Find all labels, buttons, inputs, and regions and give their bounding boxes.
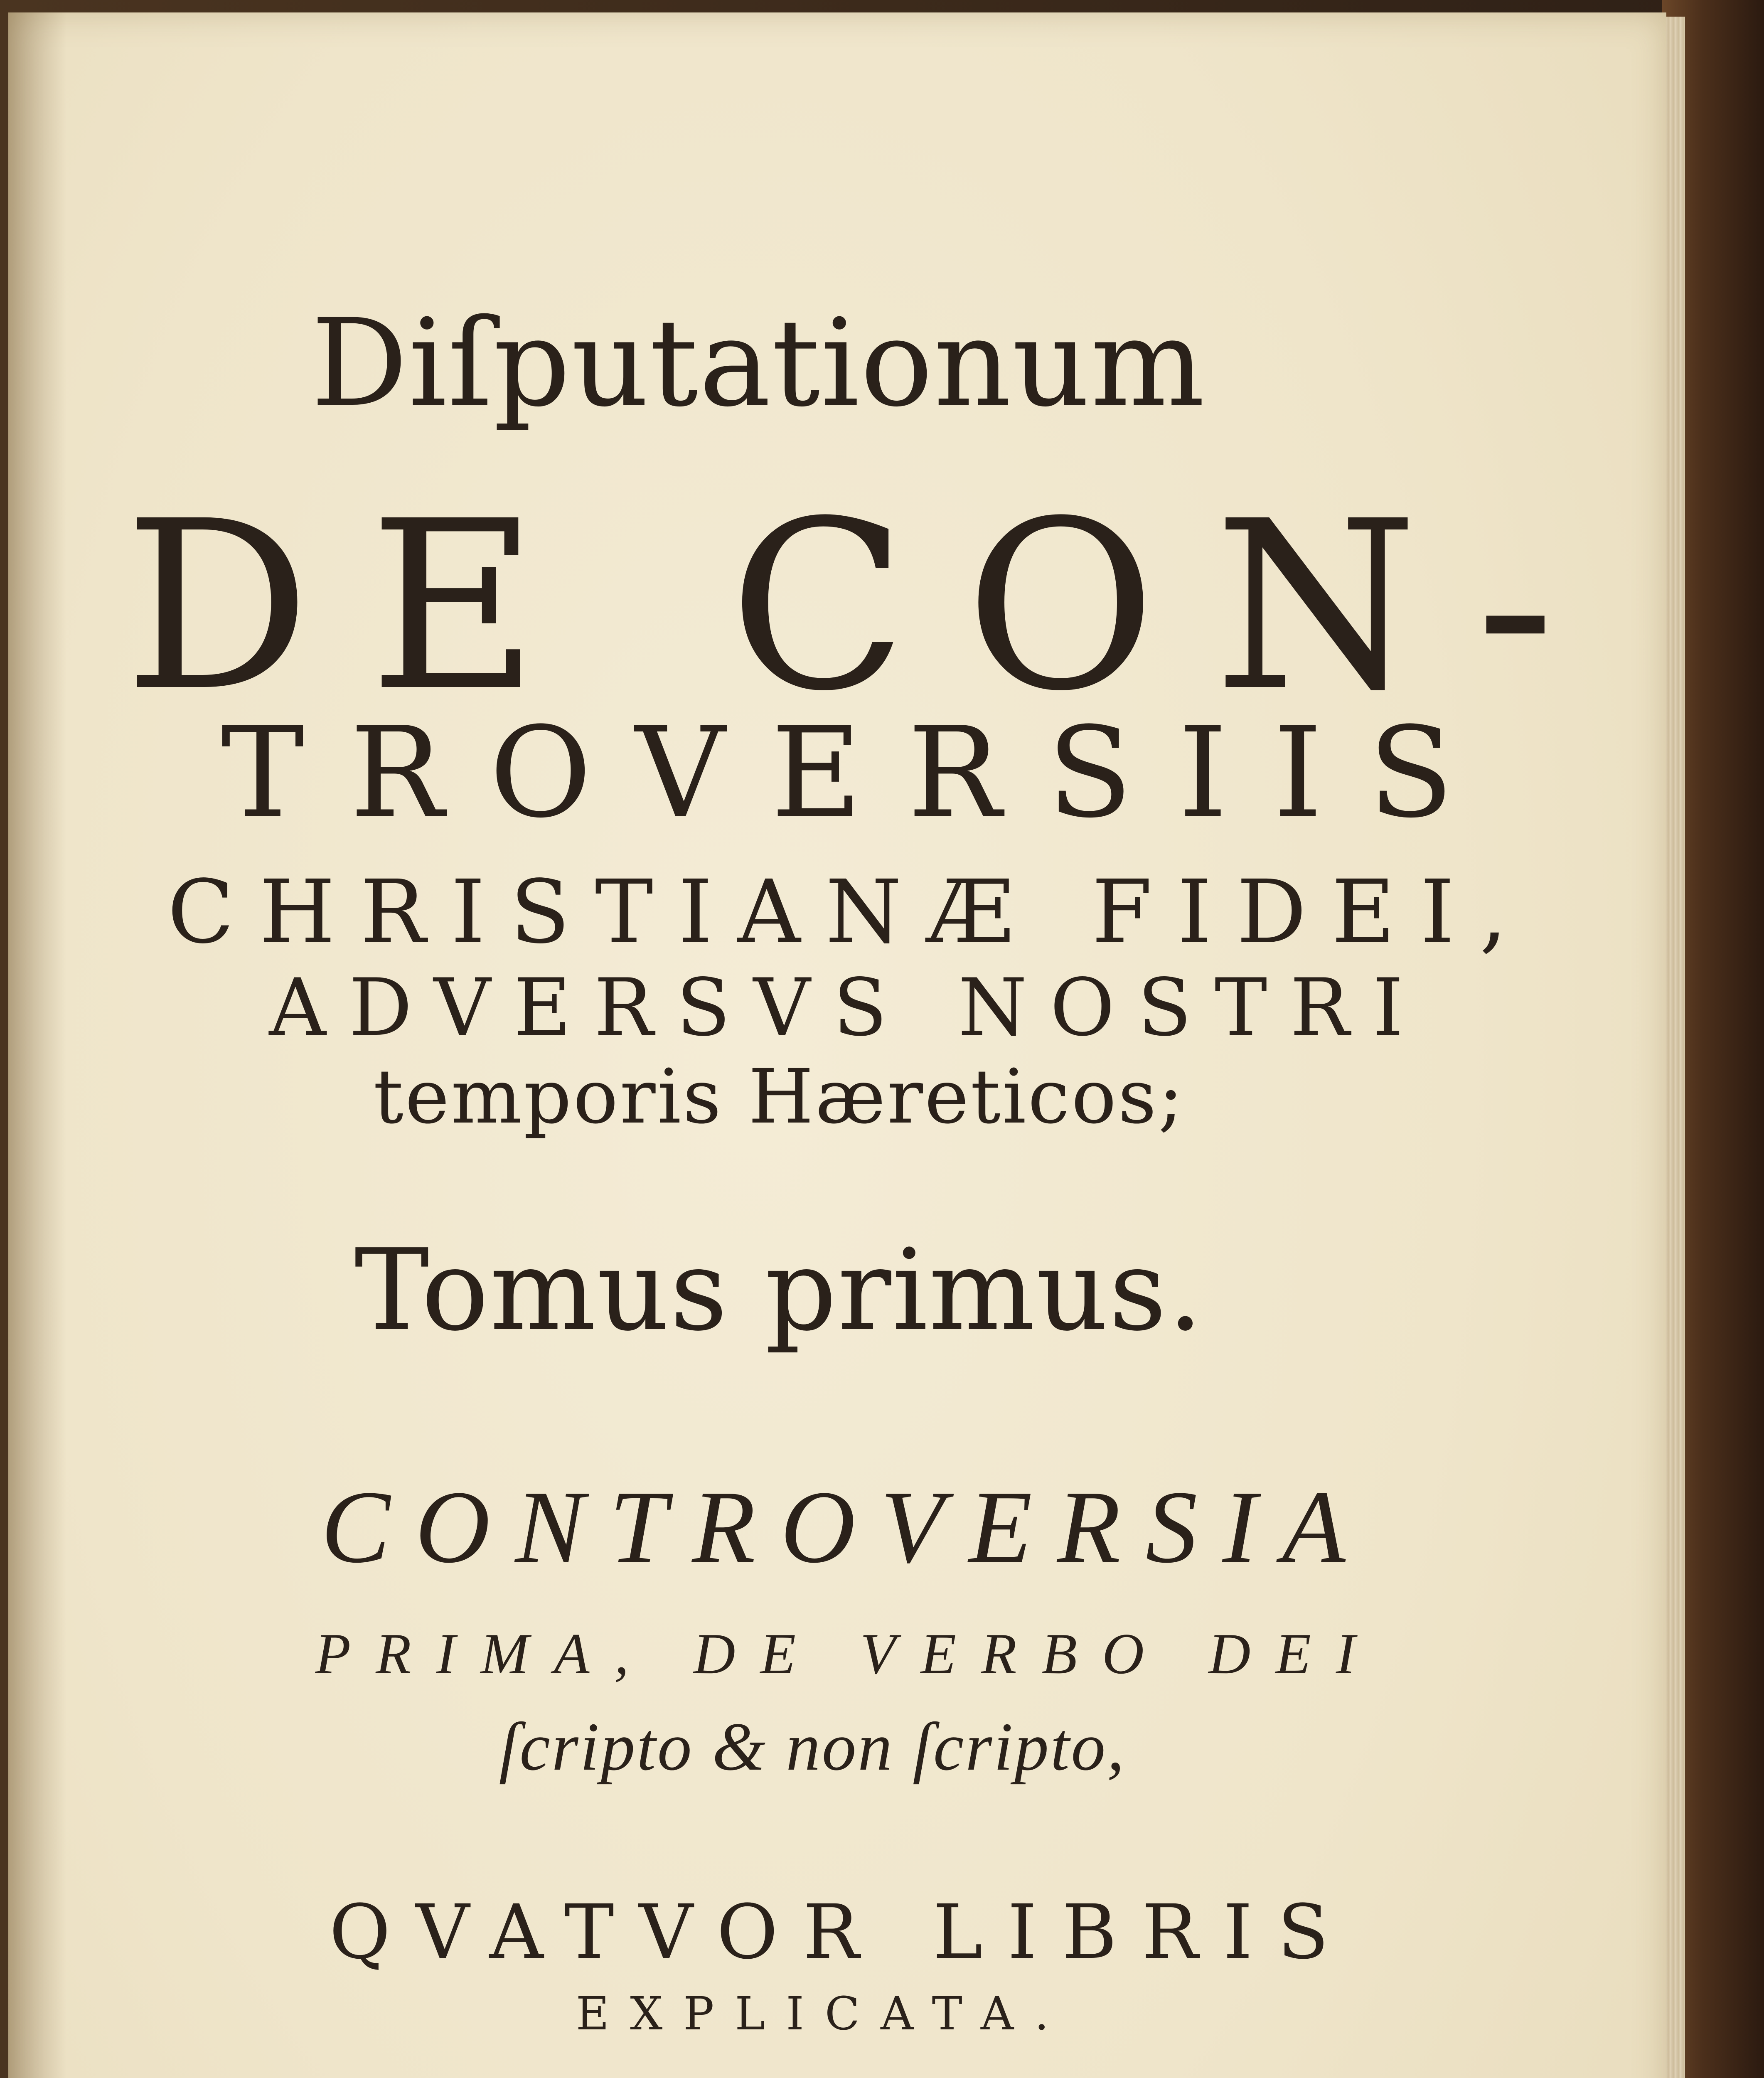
section-line-scripto-non-scripto: ſcripto & non ſcripto, [499,1709,1126,1785]
title-line-adversus-nostri: ADVERSVS NOSTRI [269,962,1427,1054]
section-heading-controversia: CONTROVERSIA [321,1470,1370,1585]
title-line-christianae-fidei: CHRISTIANÆ FIDEI, [167,861,1533,963]
books-line-quatuor-libris: QVATVOR LIBRIS [329,1889,1354,1976]
section-line-prima-de-verbo-dei: PRIMA, DE VERBO DEI [315,1622,1380,1686]
title-line-temporis-haereticos: temporis Hæreticos; [373,1054,1185,1140]
title-line-troversiis: TROVERSIIS [221,700,1500,845]
books-line-explicata: EXPLICATA. [576,1987,1070,2040]
title-line-disputationum: Diſputationum [311,293,1206,433]
title-line-de-con: DE CON- [124,471,1613,742]
volume-label: Tomus primus. [354,1225,1204,1356]
title-page [8,12,1666,2078]
